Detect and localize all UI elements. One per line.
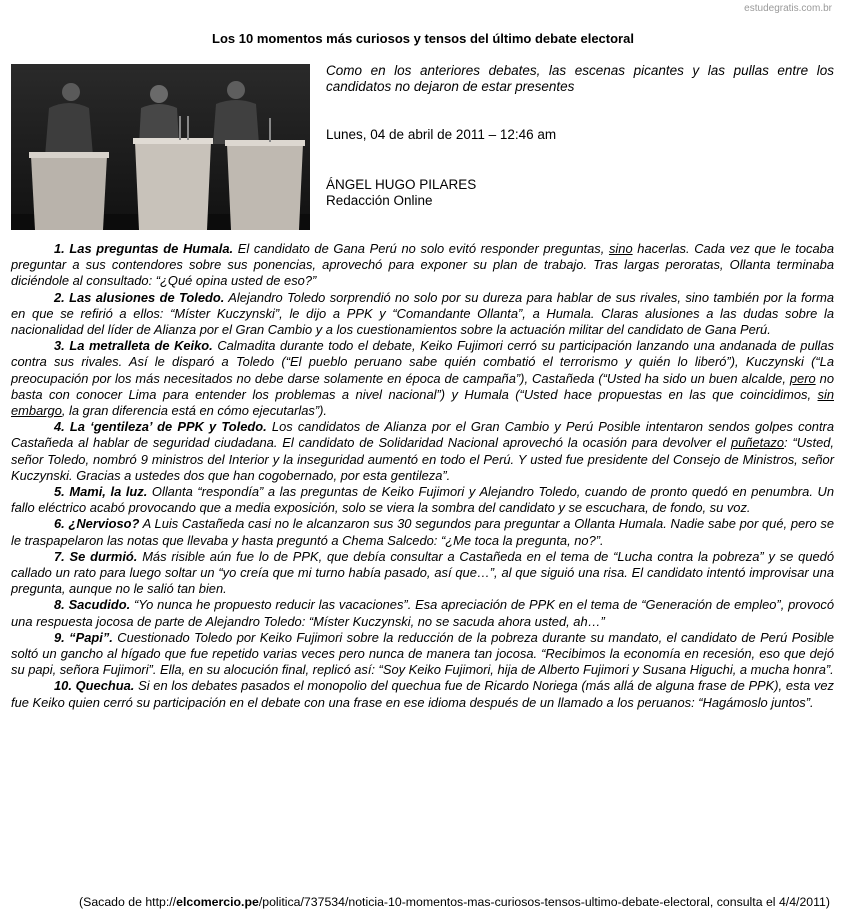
item-10 — [11, 678, 834, 710]
source-citation — [79, 895, 830, 909]
article-lead: Como en los anteriores debates, las escenas picantes y las pullas entre los candidatos no dejaron de estar presentes — [326, 63, 834, 94]
source-suffix: /politica/737534/noticia-10-momentos-mas-curiosos-tensos-ultimo-debate-electoral, consulta el 4/4/2011) — [258, 895, 830, 909]
item-heading: 5. Mami, la luz. — [54, 484, 148, 500]
item-heading: 9. “Papi”. — [54, 629, 113, 645]
article-dateline: Lunes, 04 de abril de 2011 – 12:46 am — [326, 127, 557, 142]
underlined-word: sin embargo — [11, 386, 834, 419]
source-domain: elcomercio.pe — [176, 895, 259, 909]
item-text: “Yo nunca he propuesto reducir las vacaciones”. Esa apreciación de PPK en el tema de “Generación de empleo”, provocó una respuesta jocosa de parte de Alejandro Toledo: “Míster Kuczynski, no se sacuda ahora usted, ah…” — [11, 597, 834, 629]
item-heading: 10. Quechua. — [54, 678, 135, 694]
item-8 — [11, 597, 834, 629]
article-author: ÁNGEL HUGO PILARES — [326, 177, 477, 192]
item-2 — [11, 290, 834, 339]
item-text: , la gran diferencia está en cómo ejecutarlas”). — [61, 403, 327, 419]
article-section: Redacción Online — [326, 193, 433, 208]
item-text: Si en los debates pasados el monopolio del quechua fue de Ricardo Noriega (más allá de alguna frase de PPK), esta vez fue Keiko quien cerró su participación en el debate con una frase en ese idioma después de un llamado a los peruanos: “Hagámoslo juntos”. — [11, 678, 834, 710]
item-heading: 6. ¿Nervioso? — [54, 516, 140, 532]
item-text: Calmadita durante todo el debate, Keiko Fujimori cerró su participación lanzando una andanada de pullas contra sus rivales. Así le disparó a Toledo (“El pueblo peruano sabe quién combatió el terrorismo y quién lo liberó”), Kuczynski (“La preocupación por los más necesitados no debe darse solamente en época de campaña”), Castañeda (“Usted ha sido un buen alcalde, — [11, 338, 834, 386]
article-title: Los 10 momentos más curiosos y tensos del último debate electoral — [212, 31, 634, 46]
site-watermark: estudegratis.com.br — [744, 3, 832, 14]
item-text: El candidato de Gana Perú no solo evitó responder preguntas, — [233, 241, 609, 256]
item-text: hacerlas. Cada vez que le tocaba preguntar a sus contendores sobre sus ponencias, aprovechó para exponer su plan de trabajo. Tras largas peroratas, Ollanta terminaba diciéndole al consultado: “¿Qué opina usted de eso?” — [11, 241, 834, 289]
debate-photo — [11, 64, 310, 230]
item-3 — [11, 338, 834, 419]
item-text: Ollanta “respondía” a las preguntas de Keiko Fujimori y Alejandro Toledo, cuando de pronto quedó en penumbra. Un fallo eléctrico acabó provocando que a media exposición, solo se viera la sombra del candidato y se escuchara, de fondo, su voz. — [11, 484, 835, 516]
item-text: Más risible aún fue lo de PPK, que debía consultar a Castañeda en el tema de “Lucha contra la pobreza” y se quedó callado un rato para luego soltar un “yo creía que mi turno había pasado, así que…”, al que siguió una risa. El candidato intentó improvisar una pregunta, aunque no le salió tan bien. — [11, 548, 834, 597]
item-text: Los candidatos de Alianza por el Gran Cambio y Perú Posible intentaron sendos golpes contra Castañeda al hablar de seguridad ciudadana. El candidato de Solidaridad Nacional aprovechó la ocasión para devolver el — [11, 419, 834, 451]
item-text: Cuestionado Toledo por Keiko Fujimori sobre la reducción de la pobreza durante su mandato, el candidato de Perú Posible soltó un gancho al hígado que fue repetido varias veces pero nunca de manera tan jocosa. “Recibimos la economía en recesión, eso que dejó su papi, señora Fujimori”. Ella, en su alocución final, replicó así: “Soy Keiko Fujimori, hija de Alberto Fujimori y Susana Higuchi, a mucha honra”. — [11, 629, 834, 678]
article-body — [11, 241, 834, 711]
underlined-word: pero — [789, 370, 816, 386]
item-heading: 3. La metralleta de Keiko. — [54, 338, 213, 354]
item-heading: 8. Sacudido. — [54, 597, 131, 613]
underlined-word: sino — [608, 241, 633, 256]
item-text: : “Usted, señor Toledo, nombró 9 ministros del Interior y la inseguridad aumentó en todo el Perú. Y usted fue presidente del Consejo de Ministros, señor Kuczynski. Gracias a ustedes dos que han cogobernado, por esta gentileza”. — [11, 435, 834, 483]
item-4 — [11, 419, 834, 484]
debate-stage-image — [11, 64, 310, 230]
item-heading: 2. Las alusiones de Toledo. — [54, 289, 225, 305]
item-7 — [11, 549, 834, 598]
item-text: no basta con conocer Lima para entender los problemas a nivel nacional”) y Humala (“Usted hace propuestas en las que coincidimos, — [11, 370, 834, 402]
item-9 — [11, 630, 834, 679]
item-heading: 7. Se durmió. — [54, 548, 138, 564]
source-prefix: (Sacado de http:// — [79, 895, 177, 909]
item-text: A Luis Castañeda casi no le alcanzaron sus 30 segundos para preguntar a Ollanta Humala. Nadie sabe por qué, pero se le traspapelaron las notas que llevaba y hasta preguntó a Chema Salcedo: “¿Me toca la pregunta, no?”. — [11, 516, 834, 548]
item-heading: 4. La ‘gentileza’ de PPK y Toledo. — [54, 419, 267, 435]
item-text: Alejandro Toledo sorprendió no solo por su dureza para hablar de sus rivales, sino también por la forma en que se refirió a ellos: “Míster Kuczynski”, le dijo a PPK y “Comandante Ollanta”, a Humala. Claras alusiones a las dudas sobre la nacionalidad del líder de Alianza por el Gran Cambio y a los cuestionamientos sobre la actuación militar del candidato de Gana Perú. — [11, 289, 834, 338]
item-heading: 1. Las preguntas de Humala. — [54, 241, 234, 256]
item-1 — [11, 241, 834, 290]
item-5 — [11, 484, 834, 516]
item-6 — [11, 516, 834, 548]
underlined-word: puñetazo — [730, 435, 785, 451]
